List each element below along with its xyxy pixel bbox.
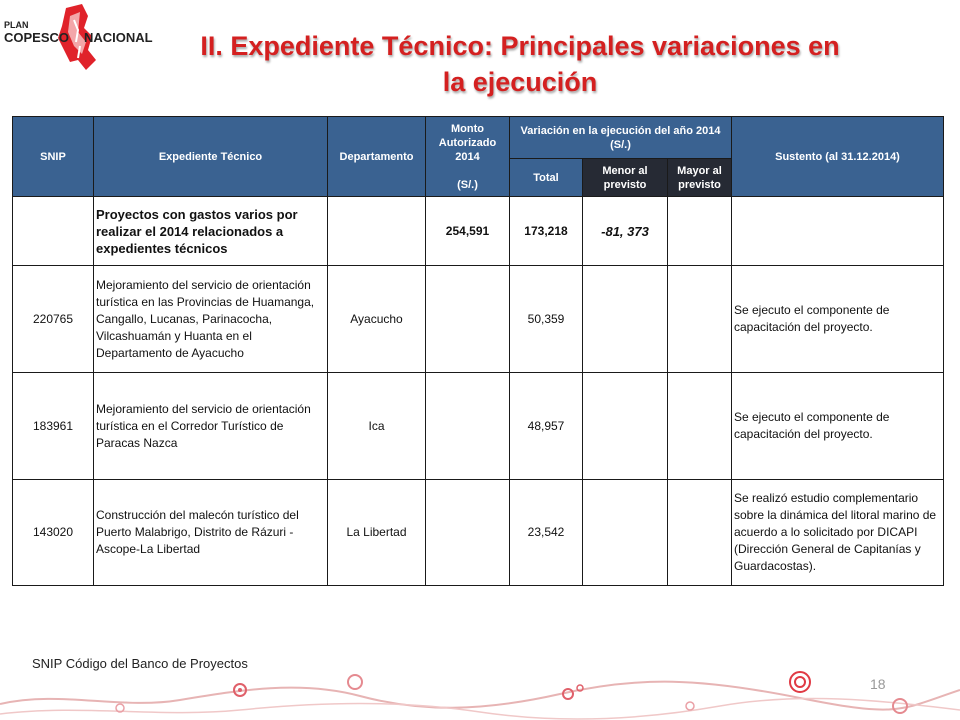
header-total: Total [510,159,583,197]
cell-departamento: La Libertad [328,480,426,586]
cell-snip: 183961 [13,373,94,480]
header-monto-unit: (S/.) [457,178,478,191]
cell-sustento [732,197,944,266]
copesco-logo [4,2,154,74]
logo-nacional-text: NACIONAL [84,30,153,45]
header-snip: SNIP [13,117,94,197]
page-title: II. Expediente Técnico: Principales variaciones en la ejecución [200,31,840,97]
table-row [13,373,944,480]
cell-menor [583,480,668,586]
page-number: 18 [870,676,886,692]
cell-mayor [668,480,732,586]
header-mayor: Mayor al previsto [668,159,732,197]
cell-menor: -81, 373 [583,197,668,266]
table-row-summary [13,197,944,266]
cell-monto [426,266,510,373]
header-monto [426,117,510,197]
cell-expediente: Construcción del malecón turístico del Puerto Malabrigo, Distrito de Rázuri - Ascope-La Libertad [94,480,328,586]
cell-snip: 220765 [13,266,94,373]
cell-monto: 254,591 [426,197,510,266]
cell-menor [583,266,668,373]
cell-snip: 143020 [13,480,94,586]
cell-total: 23,542 [510,480,583,586]
cell-sustento: Se realizó estudio complementario sobre la dinámica del litoral marino de acuerdo a lo solicitado por DICAPI (Dirección General de Capitanías y Guardacostas). [732,480,944,586]
cell-monto [426,480,510,586]
cell-departamento: Ica [328,373,426,480]
cell-mayor [668,266,732,373]
cell-monto [426,373,510,480]
footnote: SNIP Código del Banco de Proyectos [32,656,248,671]
table-row [13,266,944,373]
table-row [13,480,944,586]
cell-departamento [328,197,426,266]
logo-copesco-text: COPESCO [4,30,70,45]
cell-expediente: Mejoramiento del servicio de orientación turística en las Provincias de Huamanga, Cangallo, Lucanas, Parinacocha, Vilcashuamán y Huanta en el Departamento de Ayacucho [94,266,328,373]
cell-sustento: Se ejecuto el componente de capacitación del proyecto. [732,266,944,373]
header-variacion: Variación en la ejecución del año 2014 (S/.) [510,117,732,159]
cell-expediente: Proyectos con gastos varios por realizar el 2014 relacionados a expedientes técnicos [94,197,328,266]
decorative-swirls [0,660,960,720]
cell-menor [583,373,668,480]
header-monto-label: Monto Autorizado 2014 [438,122,497,163]
cell-total: 173,218 [510,197,583,266]
header-menor: Menor al previsto [583,159,668,197]
cell-total: 50,359 [510,266,583,373]
cell-expediente: Mejoramiento del servicio de orientación turística en el Corredor Turístico de Paracas Nazca [94,373,328,480]
cell-snip [13,197,94,266]
cell-mayor [668,373,732,480]
cell-sustento: Se ejecuto el componente de capacitación del proyecto. [732,373,944,480]
logo-plan-text: PLAN [4,20,29,30]
cell-total: 48,957 [510,373,583,480]
cell-mayor [668,197,732,266]
header-departamento: Departamento [328,117,426,197]
header-expediente: Expediente Técnico [94,117,328,197]
projects-table [12,116,944,586]
header-sustento: Sustento (al 31.12.2014) [732,117,944,197]
cell-departamento: Ayacucho [328,266,426,373]
